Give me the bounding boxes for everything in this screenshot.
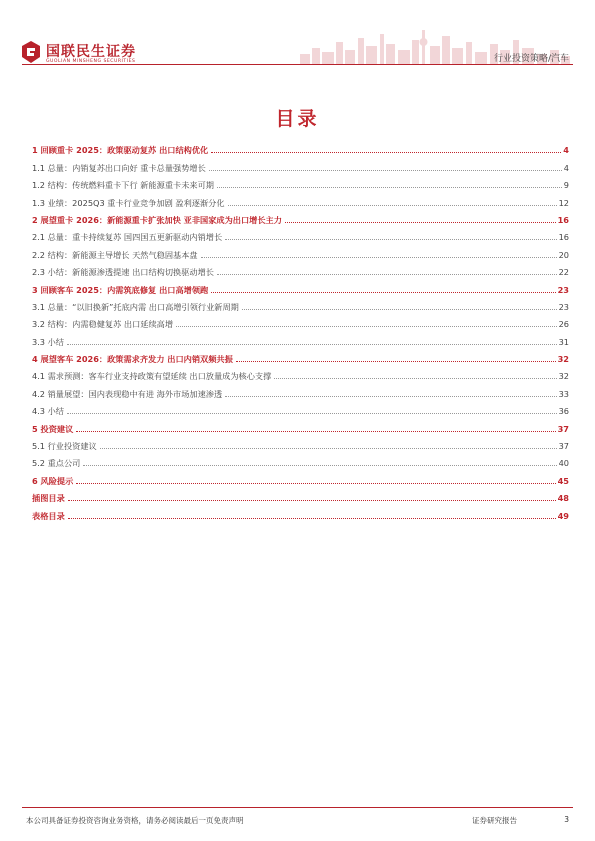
footer-page-number: 3 — [564, 815, 569, 824]
toc-subsection-entry[interactable] — [32, 451, 569, 468]
toc-entry-label: 1 回顾重卡 2025：政策驱动复苏 出口结构优化 — [32, 145, 209, 156]
toc-entry-label: 1.3 业绩：2025Q3 重卡行业竞争加剧 盈利逐渐分化 — [32, 197, 225, 208]
logo-mark-icon — [20, 40, 42, 64]
toc-entry-page: 4 — [563, 162, 569, 173]
toc-entry-page: 4 — [563, 145, 569, 156]
toc-entry-label: 2.3 小结：新能源渗透提速 出口结构切换驱动增长 — [32, 267, 214, 278]
toc-entry-label: 表格目录 — [32, 510, 65, 521]
footer-doc-type: 证券研究报告 — [472, 816, 517, 825]
toc-entry-label: 3.2 结构：内需稳健复苏 出口延续高增 — [32, 319, 174, 330]
report-category: 行业投资策略/汽车 — [493, 54, 569, 64]
toc-dot-leader — [209, 170, 562, 171]
toc-subsection-entry[interactable] — [32, 364, 569, 381]
toc-entry-label: 5.2 重点公司 — [32, 458, 81, 469]
toc-entry-page: 40 — [558, 458, 569, 469]
toc-dot-leader — [225, 239, 556, 240]
toc-entry-label: 6 风险提示 — [32, 475, 74, 486]
toc-entry-label: 2.1 总量：重卡持续复苏 国四国五更新驱动内销增长 — [32, 232, 223, 243]
toc-entry-label: 4.2 销量展望：国内表现稳中有进 海外市场加速渗透 — [32, 388, 223, 399]
toc-entry-label: 3.1 总量：“以旧换新”托底内需 出口高增引领行业新周期 — [32, 301, 239, 312]
toc-entry-page: 33 — [558, 388, 569, 399]
toc-entry-page: 32 — [558, 371, 569, 382]
toc-entry-label: 1.2 结构：传统燃料重卡下行 新能源重卡未来可期 — [32, 180, 214, 191]
toc-subsection-entry[interactable] — [32, 260, 569, 277]
toc-dot-leader — [228, 205, 557, 206]
toc-subsection-entry[interactable] — [32, 381, 569, 398]
toc-entry-page: 9 — [563, 180, 569, 191]
toc-entry-page: 31 — [558, 336, 569, 347]
toc-dot-leader — [211, 152, 561, 153]
table-of-contents — [32, 138, 569, 521]
toc-entry-page: 16 — [557, 214, 569, 225]
toc-entry-label: 插图目录 — [32, 493, 65, 504]
toc-dot-leader — [285, 222, 556, 223]
toc-entry-page: 20 — [558, 249, 569, 260]
toc-section-entry[interactable] — [32, 277, 569, 294]
toc-section-entry[interactable] — [32, 468, 569, 485]
toc-section-entry[interactable] — [32, 208, 569, 225]
toc-section-entry[interactable] — [32, 347, 569, 364]
toc-subsection-entry[interactable] — [32, 312, 569, 329]
toc-entry-page: 45 — [557, 475, 569, 486]
toc-dot-leader — [67, 344, 557, 345]
toc-section-entry[interactable] — [32, 416, 569, 433]
toc-entry-page: 48 — [557, 493, 569, 504]
toc-entry-page: 49 — [557, 510, 569, 521]
logo-chinese-name: 国联民生证券 — [46, 44, 136, 60]
toc-entry-page: 23 — [558, 301, 569, 312]
toc-section-entry[interactable] — [32, 138, 569, 155]
toc-dot-leader — [176, 326, 557, 327]
logo-english-name: GUOLIAN MINSHENG SECURITIES — [46, 59, 136, 64]
toc-entry-label: 5.1 行业投资建议 — [32, 441, 97, 452]
toc-entry-page: 16 — [558, 232, 569, 243]
toc-entry-label: 3 回顾客车 2025：内需筑底修复 出口高增领跑 — [32, 284, 209, 295]
toc-dot-leader — [274, 378, 556, 379]
toc-entry-label: 4 展望客车 2026：政策需求齐发力 出口内销双频共振 — [32, 354, 233, 365]
toc-dot-leader — [201, 257, 557, 258]
company-logo — [20, 40, 170, 70]
toc-dot-leader — [76, 431, 555, 432]
toc-entry-page: 22 — [558, 267, 569, 278]
toc-dot-leader — [68, 518, 556, 519]
toc-entry-page: 23 — [557, 284, 569, 295]
toc-entry-label: 5 投资建议 — [32, 423, 74, 434]
toc-dot-leader — [100, 448, 557, 449]
toc-subsection-entry[interactable] — [32, 434, 569, 451]
toc-subsection-entry[interactable] — [32, 399, 569, 416]
toc-section-entry[interactable] — [32, 486, 569, 503]
toc-subsection-entry[interactable] — [32, 173, 569, 190]
toc-dot-leader — [236, 361, 556, 362]
footer-disclaimer: 本公司具备证券投资咨询业务资格，请务必阅读最后一页免责声明 — [26, 816, 244, 825]
toc-entry-page: 32 — [557, 354, 569, 365]
footer-divider — [22, 807, 573, 808]
toc-entry-label: 1.1 总量：内销复苏出口向好 重卡总量强势增长 — [32, 162, 206, 173]
toc-entry-label: 4.1 需求预测：客车行业支持政策有望延续 出口放量成为核心支撑 — [32, 371, 272, 382]
toc-entry-page: 36 — [558, 406, 569, 417]
toc-subsection-entry[interactable] — [32, 155, 569, 172]
toc-entry-page: 26 — [558, 319, 569, 330]
page-title: 目录 — [275, 108, 320, 130]
toc-entry-page: 37 — [557, 423, 569, 434]
toc-dot-leader — [217, 187, 562, 188]
toc-entry-label: 2.2 结构：新能源主导增长 天然气稳固基本盘 — [32, 249, 198, 260]
toc-entry-page: 12 — [558, 197, 569, 208]
toc-entry-label: 4.3 小结 — [32, 406, 64, 417]
toc-subsection-entry[interactable] — [32, 329, 569, 346]
toc-dot-leader — [68, 500, 556, 501]
toc-dot-leader — [76, 483, 555, 484]
toc-dot-leader — [211, 292, 555, 293]
page-header — [0, 0, 595, 72]
toc-dot-leader — [242, 309, 557, 310]
toc-dot-leader — [67, 413, 557, 414]
toc-dot-leader — [217, 274, 557, 275]
toc-subsection-entry[interactable] — [32, 190, 569, 207]
toc-entry-page: 37 — [558, 441, 569, 452]
header-divider — [22, 64, 573, 65]
toc-dot-leader — [225, 396, 556, 397]
toc-section-entry[interactable] — [32, 503, 569, 520]
toc-dot-leader — [83, 465, 556, 466]
toc-subsection-entry[interactable] — [32, 295, 569, 312]
toc-entry-label: 2 展望重卡 2026：新能源重卡扩张加快 亚非国家成为出口增长主力 — [32, 214, 282, 225]
toc-subsection-entry[interactable] — [32, 242, 569, 259]
toc-subsection-entry[interactable] — [32, 225, 569, 242]
toc-entry-label: 3.3 小结 — [32, 336, 64, 347]
